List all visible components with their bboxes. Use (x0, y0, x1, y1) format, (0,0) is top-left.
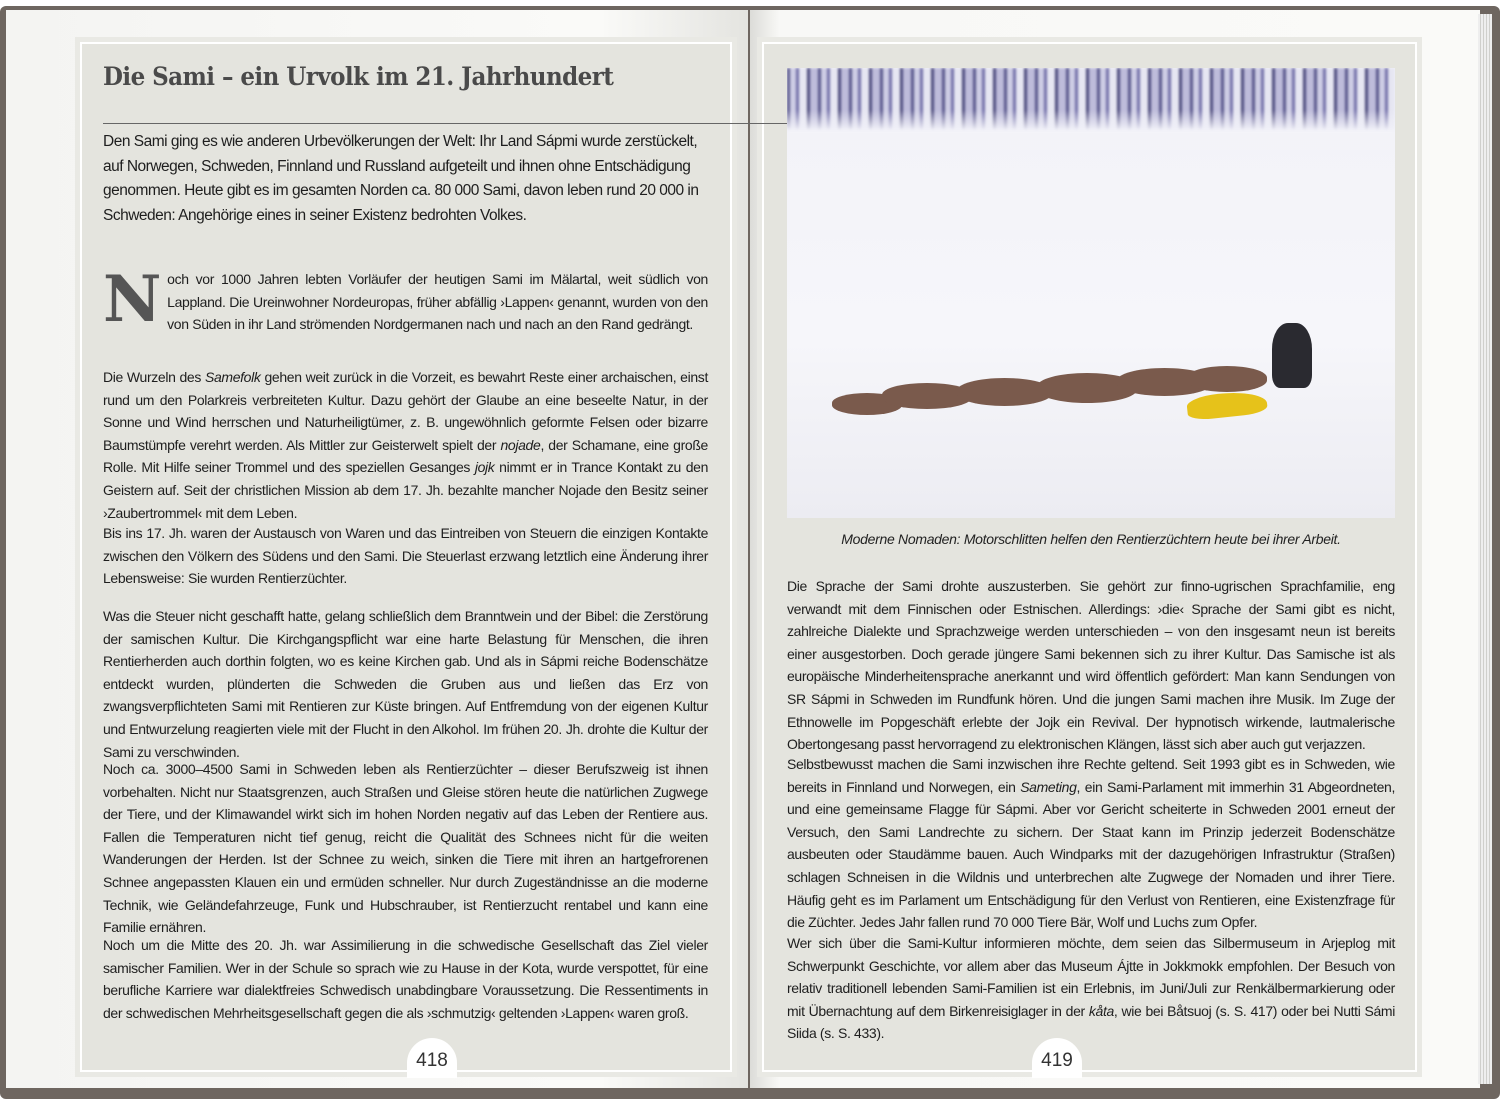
paragraph-r2 (787, 753, 1395, 934)
text: , der Schamane, eine große Rolle. Mit Hilfe seiner Trommel und des speziellen Gesanges (103, 436, 708, 476)
paragraph-r3 (787, 932, 1395, 1045)
paragraph-4: Was die Steuer nicht geschafft hatte, gelang schließlich dem Branntwein und der Bibel: die Zerstörung der samischen Kultur. Die Kirchgangspflicht war eine harte Belastung für Menschen, die ihren Rentierherden auch dorthin folgten, wo es keine Kirchen gab. Und als in Sápmi reiche Bodenschätze entdeckt wurden, plünderten die Schweden die Gruben aus und ließen das Erz von zwangsverpflichteten Sami mit Rentieren zur Küste bringen. Auf Entfremdung von der eigenen Kultur und Entwurzelung reagierten viele mit der Flucht in den Alkohol. Im frühen 20. Jh. drohte die Kultur der Sami zu verschwinden. (103, 608, 708, 760)
page-number-right: 419 (1032, 1038, 1082, 1078)
text: , wie bei Båtsuoj (s. S. 417) oder bei Nutti Sámi Siida (s. S. 433). (787, 1002, 1396, 1042)
paragraph-text: och vor 1000 Jahren lebten Vorläufer der heutigen Sami im Mälartal, weit südlich von Lappland. Die Ureinwohner Nordeuropas, früher abfällig ›Lappen‹ genannt, wurden von den von Süden in ihr Land strömenden Nordgermanen nach und nach an den Rand gedrängt. (167, 271, 708, 333)
snowy-forest (787, 68, 1395, 130)
drop-cap: N (103, 262, 162, 337)
italic-term: Samefolk (204, 369, 261, 385)
headline-rule (103, 123, 788, 124)
text: Wer sich über die Sami-Kultur informieren möchte, dem seien das Silbermuseum in Arjeplog mit Schwerpunkt Geschichte, vor allem aber das Museum Ájtte in Jokkmokk empfohlen. Der Besuch von relativ traditionell lebenden Sami-Familien ist ein Erlebnis, im Juni/Juli zur Renkälbermarkierung oder mit Übernachtung auf dem Birkenreisiglager in der (787, 935, 1395, 1019)
paragraph-5: Noch ca. 3000–4500 Sami in Schweden leben als Rentierzüchter – dieser Berufszweig ist ihnen vorbehalten. Nicht nur Staatsgrenzen, auch Straßen und Gleise stören heute die natürlichen Zugwege der Tiere, und der Klimawandel wirkt sich im hohen Norden negativ auf das Leben der Rentiere aus. Fallen die Temperaturen nicht tief genug, reicht die Qualität des Schnees nicht für die weiten Wanderungen der Herden. Ist der Schnee zu weich, sinken die Tiere mit ihren an hartgefrorenen Schnee angepassten Klauen ein und ermüden schneller. Nur durch Zugeständnisse an die moderne Technik, wie Geländefahrzeuge, Funk und Hubschrauber, ist Rentierzucht rentabel und kann eine Familie ernähren. (103, 761, 708, 936)
reindeer (1187, 366, 1267, 392)
paragraph-r1: Die Sprache der Sami drohte auszusterben. Sie gehört zur finno-ugrischen Sprachfamilie, eng verwandt mit dem Finnischen oder Estnischen. Allerdings: ›die‹ Sprache der Sami gibt es nicht, zahlreiche Dialekte und Sprachzweige werden unterschieden – von den insgesamt neun ist bereits einer ausgestorben. Doch gerade jüngere Sami bekennen sich zu ihrer Kultur. Das Samische ist als europäische Minderheitensprache anerkannt und wird öffentlich gefördert: Man kann Sendungen von SR Sápmi in Schweden im Rundfunk hören. Und die jungen Sami machen ihre Musik. Im Zuge der Ethnowelle im Popgeschäft erlebte der Jojk ein Revival. Der hypnotisch wirkende, lautmalerische Obertongesang passt hervorragend zu elektronischen Klängen, lässt sich aber auch gut verjazzen. (787, 578, 1395, 753)
italic-term: jojk (474, 459, 495, 476)
paragraph-2 (103, 366, 708, 524)
text: gehen weit zurück in die Vorzeit, es bewahrt Reste einer archaischen, einst rund um den Polarkreis verbreiteten Kultur. Dazu gehört der Glaube an eine beseelte Natur, in der Sonne und Wind herrschen und Naturheiligtümer, z. B. ungewöhnlich geformte Felsen oder bizarre Baumstümpfe verehrt werden. Als Mittler zur Geisterwelt spielt der (103, 369, 708, 453)
paragraph-3: Bis ins 17. Jh. waren der Austausch von Waren und das Eintreiben von Steuern die einzigen Kontakte zwischen den Völkern des Südens und den Sami. Die Steuerlast erzwang letztlich eine Änderung ihrer Lebensweise: Sie wurden Rentierzüchter. (103, 525, 708, 587)
text: Die Wurzeln des (103, 369, 205, 385)
rider (1272, 323, 1312, 388)
italic-term: Sameting (1020, 778, 1077, 795)
italic-term: nojade (500, 436, 541, 453)
lead-paragraph: Den Sami ging es wie anderen Urbevölkerungen der Welt: Ihr Land Sápmi wurde zerstückelt, auf Norwegen, Schweden, Finnland und Russland aufgeteilt und ihnen ohne Entschädigung genommen. Heute gibt es im gesamten Norden ca. 80 000 Sami, davon leben rund 20 000 in Schweden: Angehörige eines in seiner Existenz bedrohten Volkes. (103, 133, 699, 224)
text: , ein Sami-Parlament mit immerhin 31 Abgeordneten, und eine gemeinsame Flagge für Sápmi. Aber vor Gericht scheiterte in Schweden 2001 erneut der Versuch, den Sami Landrechte zu sichern. Der Staat kann im Prinzip jederzeit Bodenschätze ausbeuten oder Staudämme bauen. Auch Windparks mit der dazugehörigen Infrastruktur (Straßen) schlagen Schneisen in die Wildnis und unterbrechen alte Zugwege der Nomaden und ihrer Tiere. Häufig geht es im Parlament um Entschädigung für den Verlust von Rentieren, eine Existenzfrage für die Züchter. Jedes Jahr fallen rund 70 000 Tiere Bär, Wolf und Luchs zum Opfer. (787, 778, 1395, 931)
paragraph-6: Noch um die Mitte des 20. Jh. war Assimilierung in die schwedische Gesellschaft das Ziel vieler samischer Familien. Wer in der Schule so sprach wie zu Hause in der Kota, wurde verspottet, für eine berufliche Karriere war dialektfreies Schwedisch unabdingbare Voraussetzung. Die Ressentiments in der schwedischen Mehrheitsgesellschaft gegen die als ›schmutzig‹ geltenden ›Lappen‹ waren groß. (103, 937, 708, 1021)
text: nimmt er in Trance Kontakt zu den Geistern auf. Seit der christlichen Mission ab dem 17. Jh. bezahlte mancher Nojade den Besitz seiner ›Zaubertrommel‹ mit dem Leben. (103, 459, 709, 521)
chapter-headline: Die Sami – ein Urvolk im 21. Jahrhundert (103, 62, 614, 91)
page-edges (1478, 14, 1492, 1084)
paragraph-1 (103, 262, 708, 337)
italic-term: kåta (1088, 1002, 1114, 1019)
page-number-left: 418 (407, 1038, 457, 1078)
text: Selbstbewusst machen die Sami inzwischen ihre Rechte geltend. Seit 1993 gibt es in Schweden, wie bereits in Finnland und Norwegen, ein (787, 756, 1395, 795)
reindeer-snowmobile-photo (787, 68, 1395, 518)
snowmobile (1186, 389, 1268, 421)
photo-caption: Moderne Nomaden: Motorschlitten helfen den Rentierzüchtern heute bei ihrer Arbeit. (841, 531, 1341, 547)
